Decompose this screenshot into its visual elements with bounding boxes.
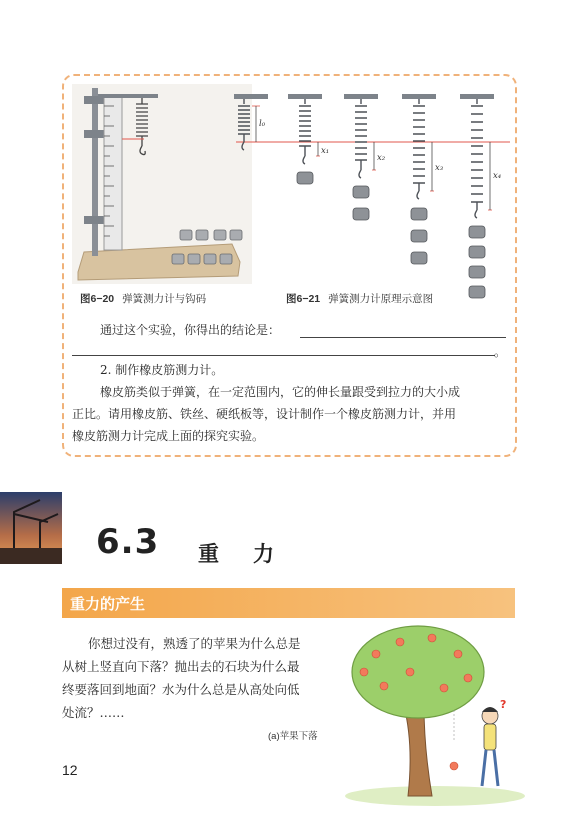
item-2-line-1: 橡皮筋类似于弹簧，在一定范围内，它的伸长量跟受到拉力的大小成 — [100, 385, 461, 399]
item-2-title: 2. 制作橡皮筋测力计。 — [100, 363, 224, 377]
subsection-banner — [62, 588, 515, 618]
section-photo-cranes — [0, 492, 62, 564]
fig-6-20-number: 图6−20 — [80, 293, 115, 305]
label-x1: x₁ — [321, 146, 330, 156]
fig-6-20-title: 弹簧测力计与钩码 — [122, 293, 207, 305]
fig-6-20-image — [72, 84, 252, 284]
intro-line-3: 终要落回到地面？水为什么总是从高处向低 — [62, 682, 300, 697]
apple-tree-illustration — [340, 620, 530, 810]
section-title: 重力 — [198, 542, 308, 566]
fig-6-21-number: 图6−21 — [286, 293, 321, 305]
item-2-line-2: 正比。请用橡皮筋、铁丝、硬纸板等，设计制作一个橡皮筋测力计，并用 — [72, 407, 457, 421]
intro-line-1: 你想过没有，熟透了的苹果为什么总是 — [88, 636, 301, 651]
apple-caption: (a)苹果下落 — [268, 731, 318, 742]
label-x3: x₃ — [435, 163, 444, 173]
conclusion-fill-line-1 — [300, 337, 506, 338]
svg-text:?: ? — [500, 698, 507, 711]
subsection-title: 重力的产生 — [70, 595, 146, 613]
label-x2: x₂ — [377, 153, 386, 163]
label-l0: l₀ — [259, 119, 266, 129]
fig-6-21-diagram — [230, 90, 515, 304]
conclusion-prompt: 通过这个实验，你得出的结论是： — [100, 323, 281, 337]
intro-line-4: 处流？…… — [62, 705, 125, 720]
fig-6-21-title: 弹簧测力计原理示意图 — [328, 293, 434, 305]
item-2-line-3: 橡皮筋测力计完成上面的探究实验。 — [72, 429, 265, 443]
conclusion-end: 。 — [494, 345, 507, 359]
intro-line-2: 从树上竖直向下落？抛出去的石块为什么最 — [62, 659, 300, 674]
conclusion-fill-line-2 — [72, 355, 495, 356]
fig-6-21-caption — [286, 291, 433, 306]
label-x4: x₄ — [493, 171, 502, 181]
fig-6-20-caption — [80, 291, 206, 306]
section-number: 6.3 — [96, 522, 160, 562]
page-number: 12 — [62, 762, 78, 778]
